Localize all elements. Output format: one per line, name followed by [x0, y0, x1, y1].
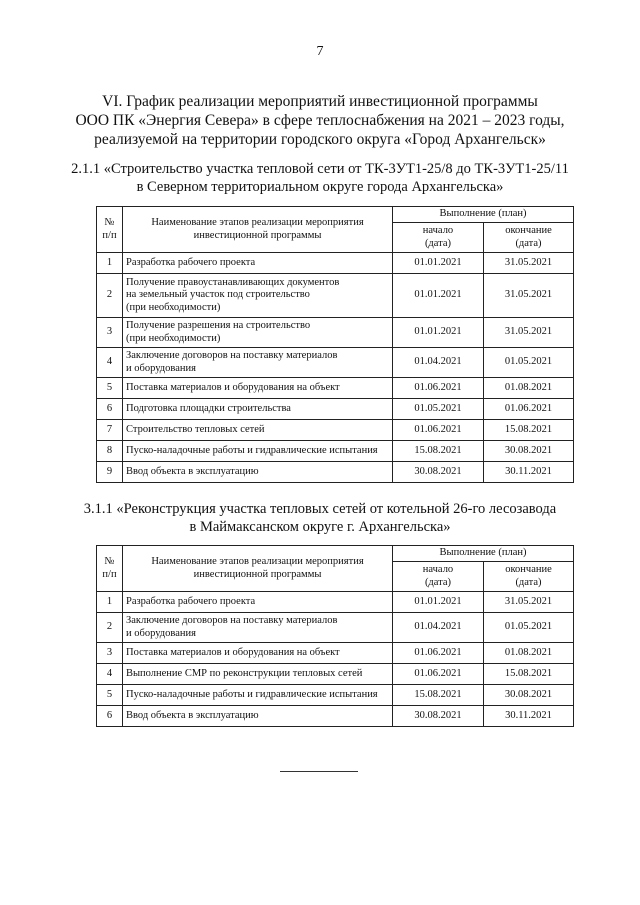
end-date: 31.05.2021 [484, 274, 574, 318]
stage-name-line: и оборудования [126, 362, 196, 374]
stage-name [123, 318, 393, 348]
stage-name-line: Подготовка площадки строительства [126, 402, 291, 414]
stage-name-line: Поставка материалов и оборудования на объект [126, 646, 340, 658]
row-number: 5 [97, 378, 123, 399]
start-date: 01.05.2021 [393, 399, 484, 420]
subsection-title-3-1-1 [0, 500, 640, 536]
table-row [97, 274, 574, 318]
stage-name [123, 613, 393, 643]
col-header-end: окончание (дата) [484, 562, 574, 592]
col-header-number: № п/п [97, 207, 123, 253]
end-date: 01.05.2021 [484, 348, 574, 378]
row-number: 2 [97, 274, 123, 318]
table-row [97, 441, 574, 462]
start-date: 01.04.2021 [393, 348, 484, 378]
start-date: 01.06.2021 [393, 378, 484, 399]
stage-name-line: (при необходимости) [126, 301, 221, 313]
row-number: 4 [97, 348, 123, 378]
row-number: 1 [97, 253, 123, 274]
col-header-number: № п/п [97, 546, 123, 592]
row-number: 6 [97, 399, 123, 420]
stage-name [123, 664, 393, 685]
stage-name-line: Заключение договоров на поставку материалов [126, 350, 338, 361]
stage-name-line: Заключение договоров на поставку материалов [126, 615, 338, 626]
end-date: 31.05.2021 [484, 318, 574, 348]
stage-name-line: Поставка материалов и оборудования на объект [126, 381, 340, 393]
end-date: 30.08.2021 [484, 685, 574, 706]
stage-name [123, 643, 393, 664]
start-date: 15.08.2021 [393, 685, 484, 706]
table-row [97, 643, 574, 664]
table-row [97, 399, 574, 420]
end-date: 01.08.2021 [484, 378, 574, 399]
stage-name [123, 348, 393, 378]
table-row [97, 685, 574, 706]
row-number: 1 [97, 592, 123, 613]
stage-name [123, 274, 393, 318]
row-number: 7 [97, 420, 123, 441]
stage-name [123, 253, 393, 274]
col-header-start: начало (дата) [393, 562, 484, 592]
stage-name [123, 706, 393, 727]
table-row [97, 348, 574, 378]
section-heading [0, 92, 640, 149]
row-number: 9 [97, 462, 123, 483]
stage-name [123, 420, 393, 441]
end-date: 30.08.2021 [484, 441, 574, 462]
table-body [97, 253, 574, 483]
table-row [97, 613, 574, 643]
start-date: 01.01.2021 [393, 318, 484, 348]
stage-name-line: Пуско-наладочные работы и гидравлические испытания [126, 444, 378, 456]
stage-name-line: Разработка рабочего проекта [126, 256, 256, 268]
stage-name-line: и оборудования [126, 627, 196, 639]
col-header-execution: Выполнение (план) [393, 207, 574, 223]
stage-name [123, 399, 393, 420]
stage-name [123, 685, 393, 706]
start-date: 01.04.2021 [393, 613, 484, 643]
start-date: 30.08.2021 [393, 706, 484, 727]
heading-line: реализуемой на территории городского округа «Город Архангельск» [94, 131, 546, 148]
end-date: 31.05.2021 [484, 253, 574, 274]
stage-name [123, 378, 393, 399]
table-row [97, 664, 574, 685]
stage-name-line: Пуско-наладочные работы и гидравлические испытания [126, 688, 378, 700]
start-date: 01.01.2021 [393, 274, 484, 318]
start-date: 01.01.2021 [393, 253, 484, 274]
start-date: 01.06.2021 [393, 664, 484, 685]
subsection-title-line: в Северном территориальном округе города Архангельска» [136, 179, 504, 195]
subsection-title-line: 2.1.1 «Строительство участка тепловой сети от ТК-3УТ1-25/8 до ТК-3УТ1-25/11 [71, 161, 569, 177]
start-date: 30.08.2021 [393, 462, 484, 483]
row-number: 4 [97, 664, 123, 685]
stage-name [123, 441, 393, 462]
end-date: 31.05.2021 [484, 592, 574, 613]
schedule-table-3-1-1 [96, 545, 574, 727]
footer-separator [280, 771, 358, 772]
col-header-stage-name: Наименование этапов реализации мероприятия инвестиционной программы [123, 546, 393, 592]
stage-name-line: на земельный участок под строительство [126, 289, 310, 301]
stage-name-line: Ввод объекта в эксплуатацию [126, 709, 259, 721]
start-date: 01.06.2021 [393, 643, 484, 664]
start-date: 15.08.2021 [393, 441, 484, 462]
table-row [97, 706, 574, 727]
heading-line: VI. График реализации мероприятий инвестиционной программы [102, 93, 538, 110]
stage-name-line: Ввод объекта в эксплуатацию [126, 465, 259, 477]
stage-name-line: Получение разрешения на строительство [126, 320, 311, 331]
end-date: 15.08.2021 [484, 420, 574, 441]
table-row [97, 378, 574, 399]
start-date: 01.01.2021 [393, 592, 484, 613]
stage-name-line: Получение правоустанавливающих документов [126, 276, 340, 288]
row-number: 5 [97, 685, 123, 706]
table-body [97, 592, 574, 727]
table-row [97, 592, 574, 613]
subsection-title-line: в Маймаксанском округе г. Архангельска» [189, 519, 451, 535]
subsection-title-2-1-1 [0, 160, 640, 196]
end-date: 30.11.2021 [484, 706, 574, 727]
row-number: 3 [97, 318, 123, 348]
stage-name-line: Выполнение СМР по реконструкции тепловых сетей [126, 667, 363, 679]
end-date: 01.08.2021 [484, 643, 574, 664]
col-header-end: окончание (дата) [484, 223, 574, 253]
row-number: 6 [97, 706, 123, 727]
subsection-title-line: 3.1.1 «Реконструкция участка тепловых сетей от котельной 26-го лесозавода [83, 501, 557, 517]
table-row [97, 318, 574, 348]
end-date: 30.11.2021 [484, 462, 574, 483]
stage-name [123, 462, 393, 483]
col-header-stage-name: Наименование этапов реализации мероприятия инвестиционной программы [123, 207, 393, 253]
stage-name-line: Разработка рабочего проекта [126, 595, 256, 607]
row-number: 8 [97, 441, 123, 462]
schedule-table-2-1-1 [96, 206, 574, 483]
table-row [97, 253, 574, 274]
table-row [97, 462, 574, 483]
table-row [97, 420, 574, 441]
start-date: 01.06.2021 [393, 420, 484, 441]
end-date: 01.05.2021 [484, 613, 574, 643]
row-number: 2 [97, 613, 123, 643]
page-number: 7 [316, 44, 324, 59]
heading-line: ООО ПК «Энергия Севера» в сфере теплоснабжения на 2021 – 2023 годы, [75, 112, 565, 129]
row-number: 3 [97, 643, 123, 664]
col-header-execution: Выполнение (план) [393, 546, 574, 562]
stage-name-line: Строительство тепловых сетей [126, 423, 265, 435]
stage-name [123, 592, 393, 613]
end-date: 01.06.2021 [484, 399, 574, 420]
col-header-start: начало (дата) [393, 223, 484, 253]
end-date: 15.08.2021 [484, 664, 574, 685]
stage-name-line: (при необходимости) [126, 332, 221, 344]
